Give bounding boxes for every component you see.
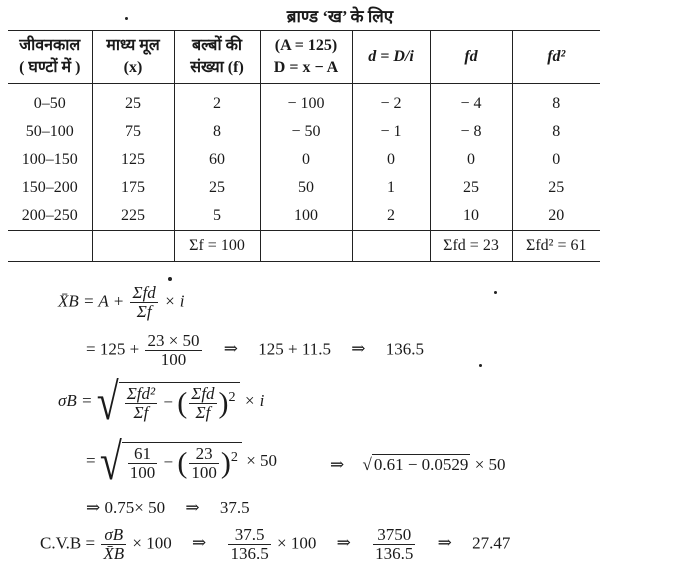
cell bbox=[8, 231, 92, 262]
cell: 200–250 bbox=[8, 202, 92, 231]
section-title: ब्राण्ड ‘ख’ के लिए bbox=[286, 7, 394, 26]
header-midpoint: माध्य मूल (x) bbox=[92, 31, 174, 84]
sd-formula: σB = √ $\frac{\text{Σfd²}}{\Sigma f}$ − ( $\frac{\text{Σfd}}{\Sigma f}$ )$^2$ × i bbox=[58, 372, 265, 431]
cell: 225 bbox=[92, 202, 174, 231]
total-fd: Σfd = 23 bbox=[430, 231, 512, 262]
print-speck bbox=[494, 291, 497, 294]
cell: 20 bbox=[512, 202, 600, 231]
cell: 25 bbox=[92, 84, 174, 119]
table-row bbox=[8, 146, 600, 174]
cell: − 100 bbox=[260, 84, 352, 119]
cell: 150–200 bbox=[8, 174, 92, 202]
header-fd-squared: fd² bbox=[512, 31, 600, 84]
frequency-table bbox=[8, 30, 600, 262]
cell: 8 bbox=[174, 118, 260, 146]
cell: 60 bbox=[174, 146, 260, 174]
cell: 100–150 bbox=[8, 146, 92, 174]
cell: 0 bbox=[352, 146, 430, 174]
total-fd-squared: Σfd² = 61 bbox=[512, 231, 600, 262]
print-speck bbox=[125, 17, 128, 20]
cell: 75 bbox=[92, 118, 174, 146]
header-deviation: (A = 125) D = x − A bbox=[260, 31, 352, 84]
print-speck bbox=[479, 364, 482, 367]
cell: 50 bbox=[260, 174, 352, 202]
header-bulb-count: बल्बों की संख्या (f) bbox=[174, 31, 260, 84]
cell: 0 bbox=[430, 146, 512, 174]
cell bbox=[260, 231, 352, 262]
cell: − 4 bbox=[430, 84, 512, 119]
cell: − 2 bbox=[352, 84, 430, 119]
cell: 175 bbox=[92, 174, 174, 202]
cv-formula: C.V.B = $\frac{\sigma B}{X̄B}$ × 100 ⇒ $\frac{37.5}{136.5}$ × 100 ⇒ $\frac{3750}{136.5}$ ⇒ 27.47 bbox=[40, 525, 511, 563]
sd-result: ⇒ 0.75× 50 ⇒ 37.5 bbox=[86, 498, 250, 517]
sd-calculation: = √ $\frac{61}{100}$ − ( $\frac{23}{100}$ )$^2$ × 50 bbox=[86, 432, 278, 491]
cell: 100 bbox=[260, 202, 352, 231]
table-row bbox=[8, 174, 600, 202]
cell bbox=[92, 231, 174, 262]
sd-simplified: ⇒ √ 0.61 − 0.0529 × 50 bbox=[330, 455, 506, 474]
cell: 25 bbox=[512, 174, 600, 202]
header-fd: fd bbox=[430, 31, 512, 84]
cell: 8 bbox=[512, 84, 600, 119]
cell: 0 bbox=[512, 146, 600, 174]
mean-calculation: = 125 + $\frac{23 \times 50}{100}$ ⇒ 125 + 11.5 ⇒ 136.5 bbox=[86, 331, 424, 369]
cell: 5 bbox=[174, 202, 260, 231]
header-lifetime: जीवनकाल ( घण्टों में ) bbox=[8, 31, 92, 84]
cell: 25 bbox=[174, 174, 260, 202]
table-header-row bbox=[8, 31, 600, 84]
cell: 50–100 bbox=[8, 118, 92, 146]
cell: − 1 bbox=[352, 118, 430, 146]
cell: 2 bbox=[174, 84, 260, 119]
cell: 125 bbox=[92, 146, 174, 174]
cell: 0–50 bbox=[8, 84, 92, 119]
totals-row bbox=[8, 231, 600, 262]
cell: − 8 bbox=[430, 118, 512, 146]
header-step-deviation: d = D/i bbox=[352, 31, 430, 84]
table-row bbox=[8, 84, 600, 119]
cell: 8 bbox=[512, 118, 600, 146]
cell: 25 bbox=[430, 174, 512, 202]
cell: 10 bbox=[430, 202, 512, 231]
cell: − 50 bbox=[260, 118, 352, 146]
cell bbox=[352, 231, 430, 262]
print-speck bbox=[168, 277, 172, 281]
table-row bbox=[8, 202, 600, 231]
cell: 2 bbox=[352, 202, 430, 231]
total-frequency: Σf = 100 bbox=[174, 231, 260, 262]
table-row bbox=[8, 118, 600, 146]
cell: 0 bbox=[260, 146, 352, 174]
cell: 1 bbox=[352, 174, 430, 202]
mean-formula: X̄B = A + $\frac{\text{Σfd}}{\Sigma f}$ × i bbox=[58, 283, 185, 321]
